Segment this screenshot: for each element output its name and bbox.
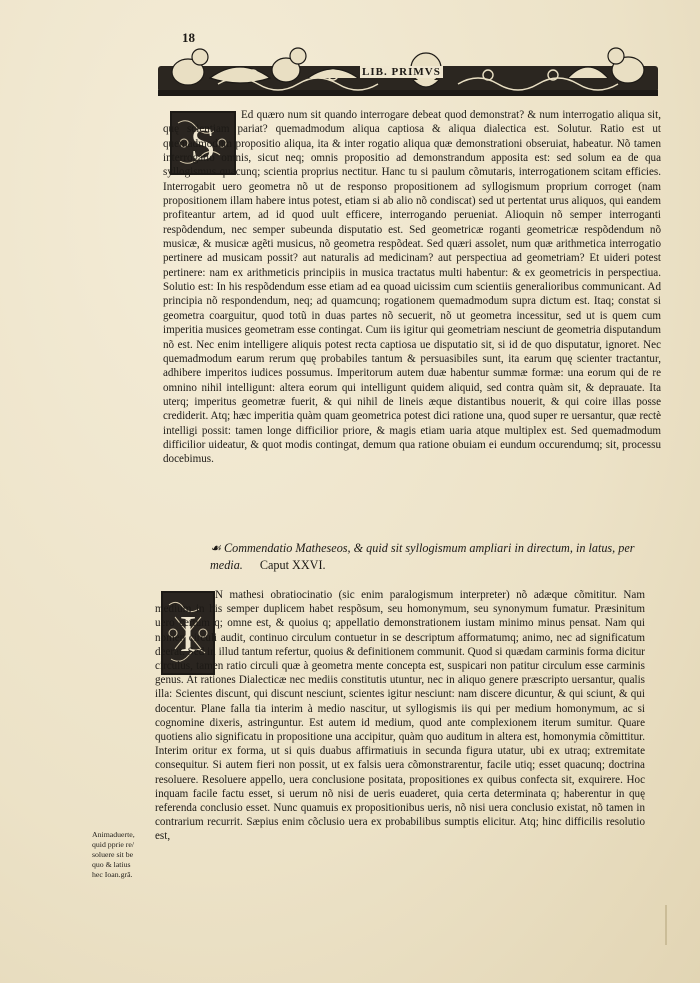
marginal-line: soluere sit be — [92, 850, 134, 859]
chapter-caption — [210, 540, 650, 574]
running-head: LIB. PRIMVS — [362, 66, 441, 78]
paragraph-2 — [155, 588, 645, 844]
chapter-number: Caput XXVI. — [259, 558, 326, 572]
page-number: 18 — [182, 30, 195, 45]
marginal-line: quid pprie re/ — [92, 840, 135, 849]
marginal-line: hec Ioan.grã. — [92, 870, 133, 879]
marginal-note — [92, 830, 154, 880]
marginal-line: Animaduerte, — [92, 830, 135, 839]
paper-crease — [665, 905, 667, 945]
marginal-line: quo & latius — [92, 860, 131, 869]
paragraph-1 — [163, 108, 661, 467]
paragraph-1-text: Ed quæro num sit quando interrogare debeat quod demonstrat? & num interrogatio aliqua sit, quę scientiam pariat? quemadmodum aliqua captiosa & aliqua dialectica est. Solutur. Ratio est ut quemadmodum propositio aliqua, ita & inter rogatio aliqua quæ demonstrationi obseruiat, habeatur. Nõ tamen interrogatio omnis, sicut neq; omnis propositio ad demonstrandum apposita est: sed solum ea de qua syllogismus quacunq; scientia proprius nectitur. Hanc tu si paulum cõmutaris, interrogationem scitam efficies. Interrogabit uero geometra nõ ut de responso propositionem ad syllogismum proprium corroget (nam propositionem illam habere intus potest, etiam si ab alio nõ condiscat) sed ut pertentat urus aliquos, qui eandem profiteantur artem, ad id quod uult efficere, interrogando perueniat. Alioquin nõ semper interroganti respõdendum, nec semper subeunda disputatio est. Sed geometricæ roganti geometricæ respõdendum nõ musicæ, & musicæ agẽti musicus, nõ geometra respõdeat. Sed quæri assolet, num quæ arithmetica interrogatio pertinere ad musicam possit? aut naturalis ad medicinam? aut perspectiua ad geometriam? Et uideri potest pertinere: nam ex arithmeticis principiis in musica tractatus multi habentur: & ex geometricis in perspectiua. Solutio est: In his respõdendum esse etiam ad ea quoad uicissim cum scientiis generalioribus communicant. Ad principia nõ respondendum, neq; ad quamcunq; rogationem quemadmodum supra dictum est. Itaq; constat si geometra coarguitur, quod totũ in duas partes nõ secuerit, nõ ut geometra incessitur, sed ut is quem cum imperitia musices geometram esse contingat. Cum iis igitur qui geometriam nesciunt de geometria disputandum nõ est. Nec enim intelligere aliquis potest recta captiosa ue disputatio sit, si id de quo disputatur, ignoret. Nec quemadmodum earum rerum quę probabiles tantum & persuasibiles sunt, ita earum quę scienter tractantur, adhibere imperitos iudices possumus. Imperitorum autem duæ habentur summæ formæ: una eorum qui de re omnino nihil intelligunt: altera eorum qui intelligunt quidem aliquid, sed contra quàm sit, & deprauate. Ita uterq; imperitus geometræ fuerit, & qui nihil de lineis æque distantibus nouerit, & qui coire illas posse crediderit. Atq; hæc imperitia quàm quam geometrica potest dici ratione una, quod super re uersantur, quæ rectè intelligi possit: tamen longe difficilior priore, & magis etiam uaria atque multiplex est. Sed quemadmodum difficilior uideatur, & quot modis contingat, demum qua ratione obuiam ei eundum occurendumq; sit, processu docebimus. — [163, 109, 661, 466]
initial-s-letter: S — [190, 118, 216, 169]
paragraph-2-text: N mathesi obratiocinatio (sic enim paralogismum interpreter) nõ adæque cõmititur. Nam medium in his semper duplicem habet respõsum, seu homonymum, seu synonymum fumatur. Præsinitum uero certum q; omne est, & quoius q; appellatio demonstrationem iustam minimo minus pensat. Nam qui nomen circuli audit, continuo circulum contuetur in se descriptum afformatumq; animo, nec ad significatum deerat. Sed in illud tantum refertur, quoius & definitionem communit. Quod si quædam carminis forma dicitur circulus, tamen ratio circuli quæ à geometra mente concepta est, suspicari non patitur circulum esse carminis genus. At rationes Dialecticæ nec mediis constitutis utuntur, nec in aliquo genere præscripto uersantur, qualis illa: Scientes discunt, qui discunt nesciunt, scientes igitur nesciunt: nam discere dicuntur, & qui sciunt, & qui docentur. Plane falla tia interim à medio nascitur, ut syllogismis iis qui per medium homonymum, ac si cognomine dixeris, astringuntur. Est autem id medium, quod ante complexionem iterum sumitur. Quare quotiens alio significatu in propositione una accipitur, quàm quo auditum in altera est, homonymia cõmittitur. Interim oritur ex forma, ut si quis duabus affirmatiuis in secunda figura utatur, ubi ex utraq; extremitate consequitur. Si autem fieri non possit, ut ex falsis uera cõmonstrarentur, facile utiq; esset quacunq; doctrina resoluere. Resoluere appello, uera conclusione positata, propositiones ex quibus confecta sit, exquirere. Hoc inquam facile factu esset, si uerum nõ nisi de ueris euaderet, quia certa determinata q; haberentur in quę referenda conclusio esset. Nunc quamuis ex propositionibus ueris, nõ nisi uera conclusio existat, nõ tamen in contrarium recurrit. Sæpius enim cõclusio uera ex probabilibus sumptis elicitur. Atq; hinc difficilis resolutio est, — [155, 589, 645, 843]
initial-i-letter: I — [179, 606, 197, 663]
caption-pilcrow-icon: ☙ — [210, 541, 221, 555]
caption-title: Commendatio Matheseos, & quid sit syllogismum ampliari in directum, in latus, per media. — [210, 541, 635, 572]
